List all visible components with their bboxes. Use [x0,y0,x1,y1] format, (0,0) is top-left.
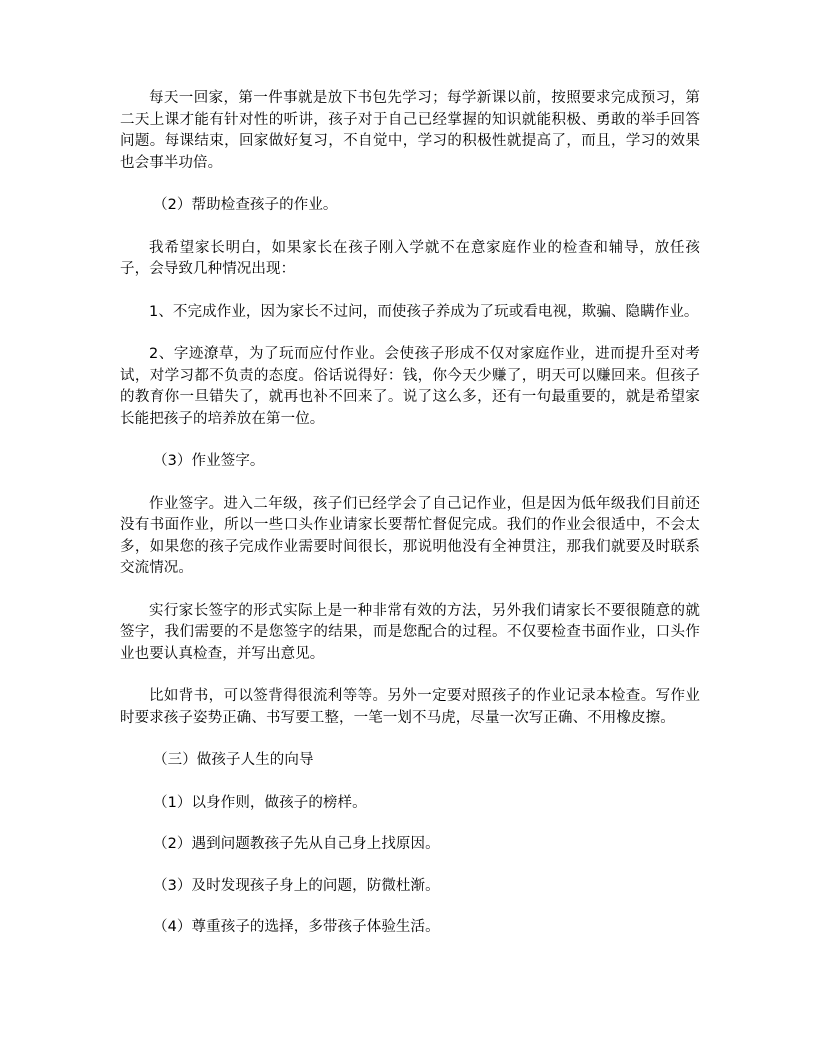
heading-homework-signature: （3）作业签字。 [153,453,265,469]
list-item-sloppy-writing: 2、字迹潦草，为了玩而应付作业。会使孩子形成不仅对家庭作业，进而提升至对考试，对学习都不负责的态度。俗话说得好：钱，你今天少赚了，明天可以赚回来。但孩子的教育你一旦错失了，就再也补不回来了。说了这么多，还有一句最重要的，就是希望家长能把孩子的培养放在第一位。 [120,346,700,427]
list-item-lead-by-example: （1）以身作则，做孩子的榜样。 [153,794,367,811]
heading-life-guide: （三）做孩子人生的向导 [153,752,314,768]
paragraph-parent-attention: 我希望家长明白，如果家长在孩子刚入学就不在意家庭作业的检查和辅导，放任孩子，会导致几种情况出现： [120,239,700,277]
document-body [120,88,700,959]
paragraph-signature-method: 实行家长签字的形式实际上是一种非常有效的方法，另外我们请家长不要很随意的就签字，我们需要的不是您签字的结果，而是您配合的过程。不仅要检查书面作业，口头作业也要认真检查，并写出意见。 [120,602,700,662]
list-item-early-detection: （3）及时发现孩子身上的问题，防微杜渐。 [153,877,440,894]
list-item-respect-choices: （4）尊重孩子的选择，多带孩子体验生活。 [153,919,440,935]
list-item-self-reflection: （2）遇到问题教孩子先从自己身上找原因。 [153,836,440,852]
paragraph-study-habits: 每天一回家，第一件事就是放下书包先学习；每学新课以前，按照要求完成预习，第二天上课才能有针对性的听讲，孩子对于自己已经掌握的知识就能积极、勇敢的举手回答问题。每课结束，回家做好复习，不自觉中，学习的积极性就提高了，而且，学习的效果也会事半功倍。 [120,90,700,171]
paragraph-recitation-check: 比如背书，可以签背得很流利等等。另外一定要对照孩子的作业记录本检查。写作业时要求孩子姿势正确、书写要工整，一笔一划不马虎，尽量一次写正确、不用橡皮擦。 [120,688,700,726]
heading-check-homework: （2）帮助检查孩子的作业。 [153,197,338,213]
list-item-incomplete-homework: 1、不完成作业，因为家长不过问，而使孩子养成为了玩或看电视，欺骗、隐瞒作业。 [149,303,699,320]
paragraph-homework-signature: 作业签字。进入二年级，孩子们已经学会了自己记作业，但是因为低年级我们目前还没有书面作业，所以一些口头作业请家长要帮忙督促完成。我们的作业会很适中，不会太多，如果您的孩子完成作业需要时间很长，那说明他没有全神贯注，那我们就要及时联系交流情况。 [120,495,700,576]
